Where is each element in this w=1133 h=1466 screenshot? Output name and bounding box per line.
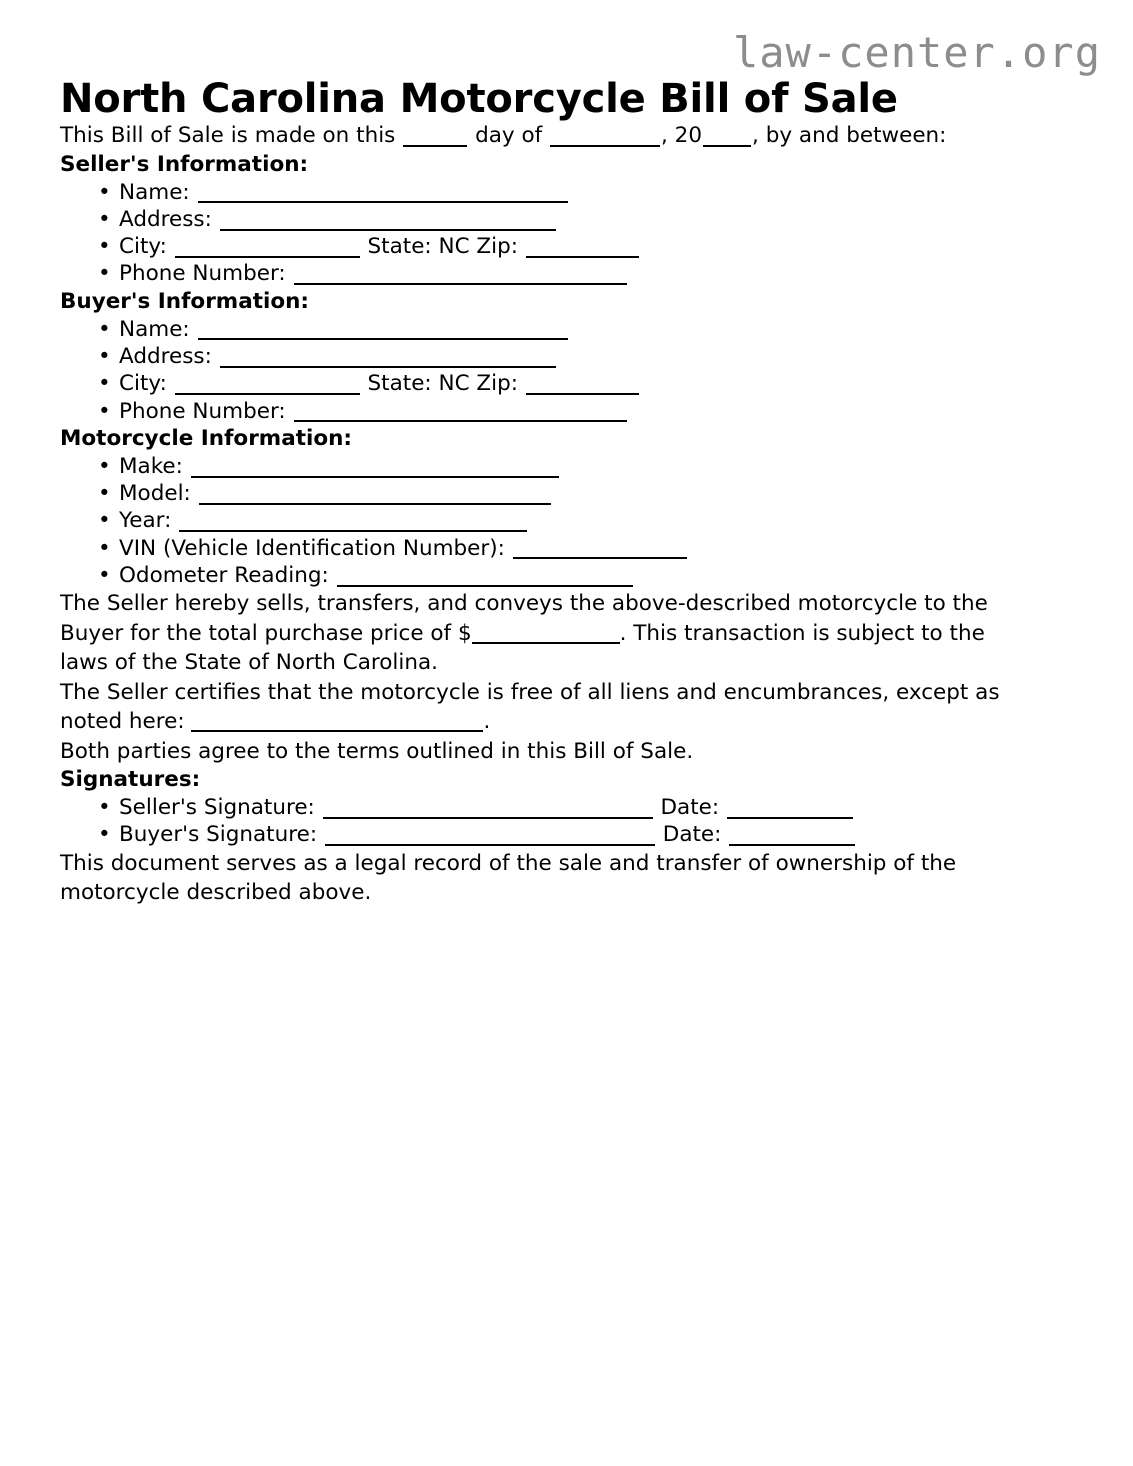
intro-text-part1: This Bill of Sale is made on this [60, 123, 396, 149]
date-label: Date: [660, 794, 720, 820]
site-watermark: law-center.org [732, 28, 1101, 77]
field-label: Year: [119, 508, 172, 534]
make-blank[interactable] [191, 454, 559, 478]
intro-paragraph [60, 121, 1035, 150]
liens-note-blank[interactable] [191, 710, 483, 732]
model-blank[interactable] [199, 481, 551, 505]
conveyance-text-b: . This transaction is subject to the laws of the State of North Carolina. [60, 620, 985, 676]
year-blank[interactable] [179, 508, 527, 532]
field-make [119, 453, 1073, 480]
field-label: City: [119, 371, 167, 397]
field-label: Model: [119, 481, 191, 507]
seller-signature-blank[interactable] [323, 795, 653, 819]
field-vin [119, 535, 1073, 562]
date-month-blank[interactable] [550, 123, 660, 147]
seller-name-blank[interactable] [198, 179, 568, 203]
intro-text-part3: , 20 [661, 123, 703, 149]
intro-text-part4: , by and between: [752, 123, 947, 149]
page-title: North Carolina Motorcycle Bill of Sale [60, 76, 898, 122]
field-label: Seller's Signature: [119, 794, 315, 820]
field-model [119, 480, 1073, 507]
field-label: Address: [119, 344, 212, 369]
agreement-paragraph: Both parties agree to the terms outlined in this Bill of Sale. [60, 738, 694, 764]
section-heading-seller: Seller's Information: [60, 151, 309, 177]
buyer-city-blank[interactable] [175, 371, 360, 395]
date-day-blank[interactable] [403, 123, 467, 147]
seller-zip-blank[interactable] [526, 234, 639, 258]
buyer-zip-blank[interactable] [526, 371, 639, 395]
field-label: VIN (Vehicle Identification Number): [119, 535, 505, 561]
buyer-phone-blank[interactable] [294, 398, 627, 422]
seller-signature-date-blank[interactable] [727, 795, 853, 819]
field-year [119, 507, 1073, 534]
field-label: Name: [119, 179, 190, 205]
field-seller-signature [119, 794, 1073, 821]
seller-fields-list [60, 179, 1073, 288]
field-label: Phone Number: [119, 398, 286, 424]
buyer-fields-list [60, 316, 1073, 425]
field-label-state-zip: State: NC Zip: [367, 234, 519, 260]
liens-text-b: . [483, 709, 491, 735]
section-heading-signatures: Signatures: [60, 767, 201, 793]
intro-text-part2: day of [475, 123, 543, 149]
field-odometer [119, 562, 1073, 589]
date-year-blank[interactable] [703, 123, 751, 147]
field-label: Address: [119, 206, 212, 232]
field-label: Name: [119, 316, 190, 342]
section-heading-buyer: Buyer's Information: [60, 288, 310, 314]
liens-text-a: The Seller certifies that the motorcycle is free of all liens and encumbrances, except as noted here: [60, 679, 1000, 735]
date-label: Date: [662, 822, 722, 848]
field-label: Make: [119, 453, 183, 479]
odometer-blank[interactable] [337, 563, 633, 587]
field-label-state-zip: State: NC Zip: [367, 371, 519, 397]
vin-blank[interactable] [513, 536, 687, 560]
motorcycle-fields-list [60, 453, 1073, 589]
conveyance-paragraph [60, 589, 1035, 677]
buyer-address-blank[interactable] [220, 344, 556, 368]
signature-fields-list [60, 794, 1073, 849]
field-seller-phone [119, 260, 1073, 287]
seller-address-blank[interactable] [220, 207, 556, 231]
buyer-name-blank[interactable] [198, 317, 568, 341]
purchase-price-blank[interactable] [472, 622, 620, 644]
field-seller-name [119, 179, 1073, 206]
field-seller-city-state-zip [119, 233, 1073, 260]
field-label: Odometer Reading: [119, 563, 329, 589]
liens-paragraph [60, 678, 1035, 737]
section-heading-motorcycle: Motorcycle Information: [60, 425, 353, 451]
closing-paragraph: This document serves as a legal record of the sale and transfer of ownership of the motorcycle described above. [60, 850, 957, 906]
conveyance-text-a: The Seller hereby sells, transfers, and conveys the above-described motorcycle to the Buyer for the total purchase price of $ [60, 591, 988, 646]
seller-phone-blank[interactable] [294, 261, 627, 285]
field-label: Buyer's Signature: [119, 822, 318, 848]
field-buyer-address [119, 343, 1073, 370]
field-label: City: [119, 234, 167, 260]
field-buyer-city-state-zip [119, 370, 1073, 397]
field-label: Phone Number: [119, 261, 286, 287]
field-buyer-signature [119, 821, 1073, 848]
buyer-signature-blank[interactable] [325, 822, 655, 846]
field-buyer-name [119, 316, 1073, 343]
field-seller-address [119, 206, 1073, 233]
field-buyer-phone [119, 398, 1073, 425]
seller-city-blank[interactable] [175, 234, 360, 258]
buyer-signature-date-blank[interactable] [729, 822, 855, 846]
